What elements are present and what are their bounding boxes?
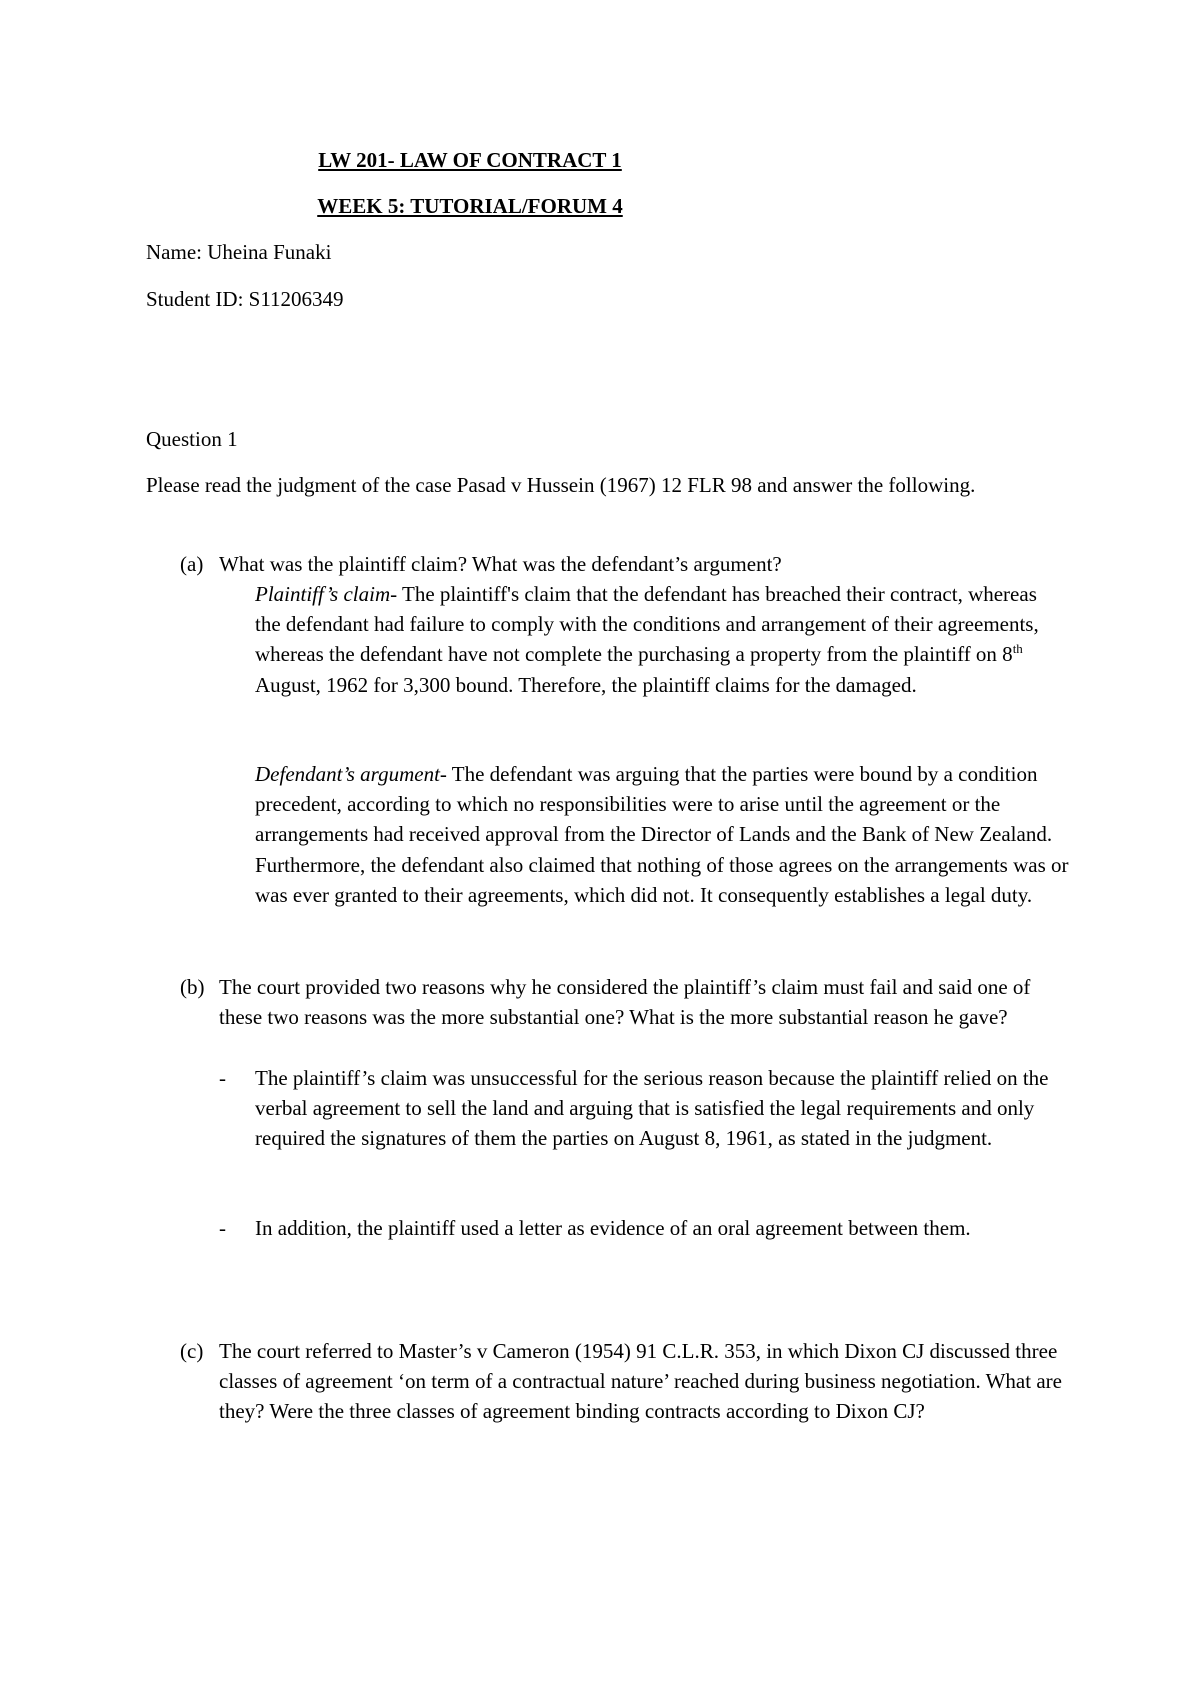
student-name: Name: Uheina Funaki [146, 240, 332, 264]
part-b-bullet: The plaintiff’s claim was unsuccessful for the serious reason because the plaintiff relied on the verbal agreement to sell the land and arguing that is satisfied the legal requirements and only required the signatures of them the parties on August 8, 1961, as stated in the judgment. [255, 1066, 1049, 1151]
part-b-bullet-dash: - [219, 1066, 226, 1090]
ordinal-superscript: th [1012, 641, 1023, 657]
defendant-argument-text: The defendant was arguing that the parties were bound by a condition precedent, according to which no responsibilities were to arise until the agreement or the arrangements had received approval from the Director of Lands and the Bank of New Zealand. Furthermore, the defendant also claimed that nothing of those agrees on the arrangements was or was ever granted to their agreements, which did not. It consequently establishes a legal duty. [255, 762, 1069, 907]
part-b-bullet: In addition, the plaintiff used a letter as evidence of an oral agreement between them. [255, 1216, 971, 1240]
question-intro: Please read the judgment of the case Pasad v Hussein (1967) 12 FLR 98 and answer the following. [146, 473, 976, 497]
part-a-question: What was the plaintiff claim? What was the defendant’s argument? [219, 552, 782, 576]
plaintiff-claim-text: The plaintiff's claim that the defendant has breached their contract, whereas the defendant had failure to comply with the conditions and arrangement of their agreements, whereas the defendant have not complete the purchasing a property from the plaintiff on 8 [255, 582, 1039, 667]
question-heading: Question 1 [146, 427, 238, 451]
plaintiff-claim-text-end: August, 1962 for 3,300 bound. Therefore, the plaintiff claims for the damaged. [255, 672, 917, 697]
defendant-argument-label: Defendant’s argument- [255, 762, 447, 786]
student-id: Student ID: S11206349 [146, 287, 344, 311]
defendant-argument-answer [255, 759, 1075, 910]
document-title: LW 201- LAW OF CONTRACT 1 [318, 148, 622, 172]
document-subtitle: WEEK 5: TUTORIAL/FORUM 4 [317, 194, 623, 218]
plaintiff-claim-answer [255, 579, 1045, 700]
plaintiff-claim-label: Plaintiff’s claim- [255, 582, 398, 606]
part-c-question: The court referred to Master’s v Cameron (1954) 91 C.L.R. 353, in which Dixon CJ discussed three classes of agreement ‘on term of a contractual nature’ reached during business negotiation. What are they? Were the three classes of agreement binding contracts according to Dixon CJ? [219, 1339, 1062, 1424]
part-c-marker: (c) [180, 1339, 204, 1363]
part-b-bullet-dash: - [219, 1216, 226, 1240]
part-a-marker: (a) [180, 552, 204, 576]
part-b-marker: (b) [180, 975, 205, 999]
part-b-question: The court provided two reasons why he considered the plaintiff’s claim must fail and said one of these two reasons was the more substantial one? What is the more substantial reason he gave? [219, 975, 1031, 1030]
